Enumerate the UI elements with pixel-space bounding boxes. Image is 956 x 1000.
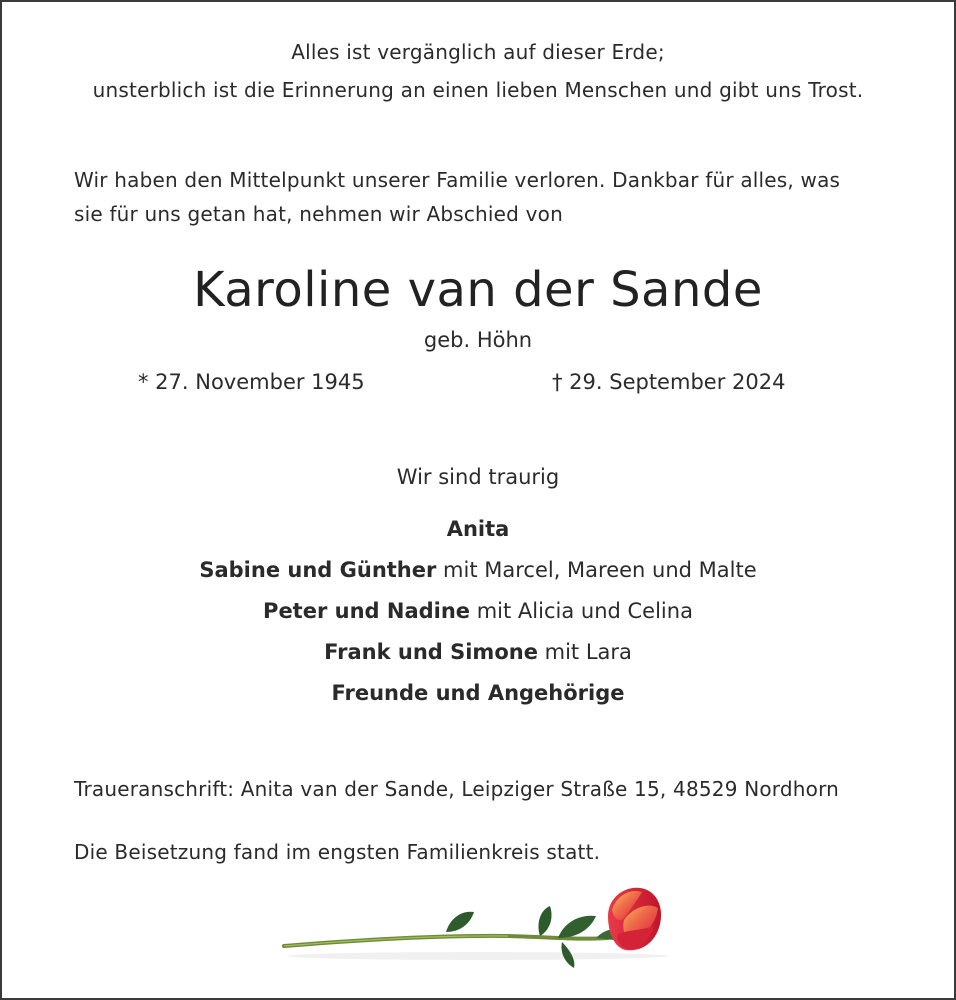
mourner-line-1 bbox=[2, 517, 954, 541]
mourner-extra: mit Alicia und Celina bbox=[470, 599, 693, 623]
birth-date: * 27. November 1945 bbox=[138, 370, 365, 394]
intro-line-2: sie für uns getan hat, nehmen wir Abschied von bbox=[74, 202, 563, 226]
poem-line-2: unsterblich ist die Erinnerung an einen lieben Menschen und gibt uns Trost. bbox=[92, 78, 864, 102]
death-date: † 29. September 2024 bbox=[552, 370, 786, 394]
mourner-names: Anita bbox=[446, 517, 510, 541]
mourner-line-3 bbox=[2, 599, 954, 623]
mourner-names: Sabine und Günther bbox=[199, 558, 437, 582]
mourner-extra: mit Lara bbox=[537, 640, 632, 664]
maiden-name: geb. Höhn bbox=[423, 328, 533, 352]
rose-illustration bbox=[278, 880, 678, 990]
mourning-address: Traueranschrift: Anita van der Sande, Leipziger Straße 15, 48529 Nordhorn bbox=[74, 777, 840, 801]
deceased-name: Karoline van der Sande bbox=[193, 262, 763, 318]
mourner-line-2 bbox=[2, 558, 954, 582]
intro-line-1: Wir haben den Mittelpunkt unserer Familie verloren. Dankbar für alles, was bbox=[74, 168, 841, 192]
funeral-note: Die Beisetzung fand im engsten Familienkreis statt. bbox=[74, 840, 601, 864]
mourners-heading: Wir sind traurig bbox=[396, 465, 560, 489]
mourner-names: Frank und Simone bbox=[324, 640, 538, 664]
mourner-extra: mit Marcel, Mareen und Malte bbox=[436, 558, 757, 582]
mourner-names: Freunde und Angehörige bbox=[331, 681, 625, 705]
mourner-names: Peter und Nadine bbox=[263, 599, 471, 623]
poem-line-1: Alles ist vergänglich auf dieser Erde; bbox=[291, 40, 665, 64]
mourner-line-5 bbox=[2, 681, 954, 705]
mourner-line-4 bbox=[2, 640, 954, 664]
